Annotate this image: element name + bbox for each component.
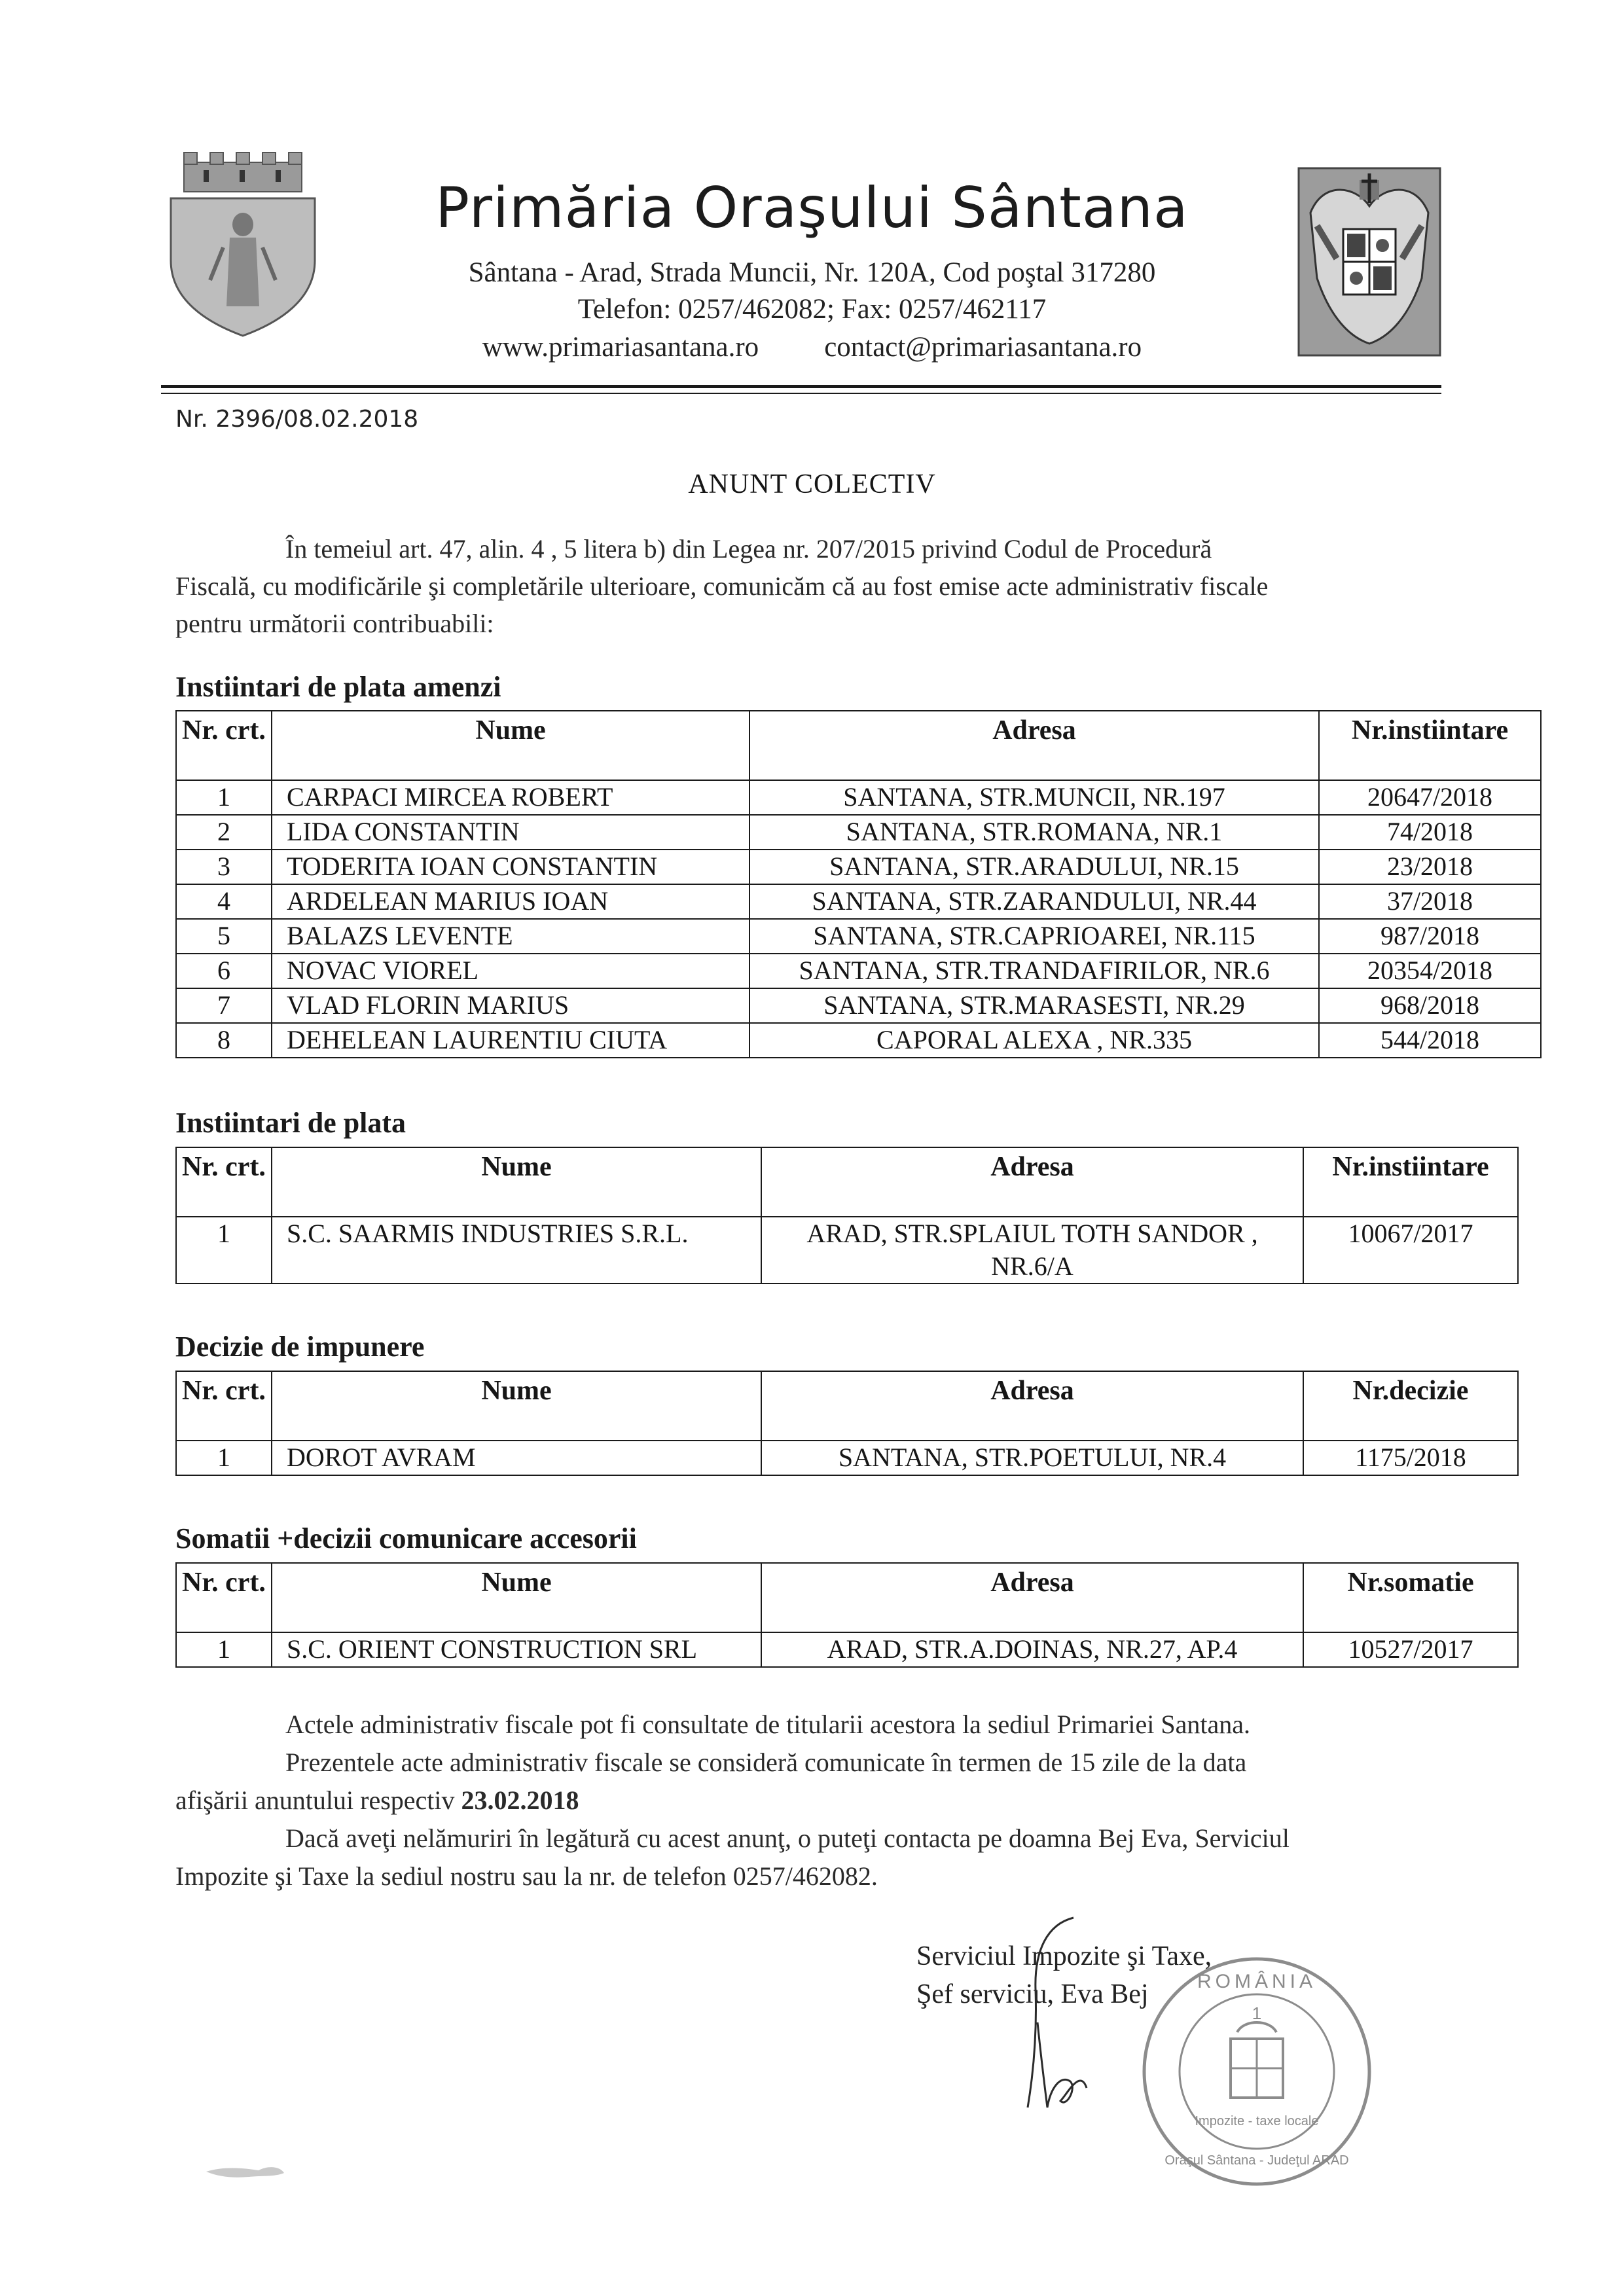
col-header-nr: Nr. crt. [176, 1371, 272, 1441]
stamp-number: 1 [1252, 2003, 1262, 2023]
document-title: ANUNT COLECTIV [688, 469, 936, 499]
table-row [176, 988, 1541, 1023]
tax-decision-table [175, 1371, 1519, 1476]
cell-nr: 2 [176, 815, 272, 850]
cell-nr: 7 [176, 988, 272, 1023]
cell-numar: 987/2018 [1319, 919, 1541, 954]
cell-numar: 37/2018 [1319, 884, 1541, 919]
intro-line-1: În temeiul art. 47, alin. 4 , 5 litera b) din Legea nr. 207/2015 privind Codul de Procedură [285, 534, 1212, 564]
cell-nume: NOVAC VIOREL [272, 954, 749, 988]
col-header-nume: Nume [272, 1147, 761, 1217]
header-email[interactable]: contact@primariasantana.ro [824, 332, 1142, 363]
table-row [176, 815, 1541, 850]
col-header-numar: Nr.somatie [1303, 1563, 1518, 1632]
col-header-numar: Nr.decizie [1303, 1371, 1518, 1441]
institution-title: Primăria Oraşului Sântana [435, 175, 1189, 241]
cell-adresa: ARAD, STR.SPLAIUL TOTH SANDOR , NR.6/A [761, 1217, 1303, 1283]
header-rule-thick [161, 385, 1441, 388]
table-row [176, 850, 1541, 884]
cell-numar: 10067/2017 [1303, 1217, 1518, 1283]
col-header-adresa: Adresa [761, 1371, 1303, 1441]
cell-numar: 1175/2018 [1303, 1441, 1518, 1475]
intro-paragraph [175, 530, 1399, 642]
table-row [176, 1632, 1518, 1667]
official-stamp-icon [1139, 1954, 1375, 2189]
section-title-tax-decision: Decizie de impunere [175, 1331, 425, 1363]
header-website[interactable]: www.primariasantana.ro [482, 332, 759, 363]
cell-nr: 1 [176, 1441, 272, 1475]
cell-nr: 5 [176, 919, 272, 954]
closing-paragraph-3b: Impozite şi Taxe la sediul nostru sau la nr. de telefon 0257/462082. [175, 1861, 878, 1891]
signature-department: Serviciul Impozite şi Taxe, [916, 1941, 1212, 1971]
cell-adresa: ARAD, STR.A.DOINAS, NR.27, AP.4 [761, 1632, 1303, 1667]
stamp-middle-text: Impozite - taxe locale [1195, 2114, 1319, 2128]
col-header-adresa: Adresa [749, 711, 1319, 780]
cell-nume: TODERITA IOAN CONSTANTIN [272, 850, 749, 884]
cell-adresa: SANTANA, STR.ZARANDULUI, NR.44 [749, 884, 1319, 919]
cell-adresa: SANTANA, STR.MARASESTI, NR.29 [749, 988, 1319, 1023]
closing-paragraph-2b-text: afişării anuntului respectiv [175, 1785, 461, 1815]
col-header-nr: Nr. crt. [176, 1147, 272, 1217]
payment-notices-table [175, 1147, 1519, 1284]
intro-line-2: Fiscală, cu modificările şi completările ulterioare, comunicăm că au fost emise acte administrativ fiscale [175, 571, 1269, 601]
national-coat-of-arms-icon [1297, 167, 1441, 357]
cell-nume: S.C. ORIENT CONSTRUCTION SRL [272, 1632, 761, 1667]
summons-table [175, 1562, 1519, 1668]
section-title-payment-notices: Instiintari de plata [175, 1107, 406, 1139]
cell-adresa: SANTANA, STR.CAPRIOAREI, NR.115 [749, 919, 1319, 954]
section-title-fine-notices: Instiintari de plata amenzi [175, 671, 501, 703]
cell-adresa: SANTANA, STR.ROMANA, NR.1 [749, 815, 1319, 850]
closing-paragraph-3a: Dacă aveţi nelămuriri în legătură cu acest anunţ, o puteţi contacta pe doamna Bej Eva, Serviciul [285, 1823, 1290, 1853]
registration-number: Nr. 2396/08.02.2018 [175, 406, 419, 433]
cell-adresa: CAPORAL ALEXA , NR.335 [749, 1023, 1319, 1058]
cell-nume: S.C. SAARMIS INDUSTRIES S.R.L. [272, 1217, 761, 1283]
closing-paragraph-2a: Prezentele acte administrativ fiscale se consideră comunicate în termen de 15 zile de la data [285, 1748, 1247, 1777]
table-row [176, 1441, 1518, 1475]
cell-nr: 6 [176, 954, 272, 988]
cell-nr: 4 [176, 884, 272, 919]
table-row [176, 1023, 1541, 1058]
cell-nume: LIDA CONSTANTIN [272, 815, 749, 850]
cell-numar: 10527/2017 [1303, 1632, 1518, 1667]
cell-nume: DOROT AVRAM [272, 1441, 761, 1475]
cell-nr: 3 [176, 850, 272, 884]
table-header-row [176, 711, 1541, 780]
scan-smudge [203, 2153, 288, 2186]
header-rule-thin [161, 393, 1441, 394]
table-row [176, 780, 1541, 815]
table-row [176, 954, 1541, 988]
intro-line-3: pentru următorii contribuabili: [175, 609, 494, 638]
col-header-numar: Nr.instiintare [1303, 1147, 1518, 1217]
closing-text [175, 1706, 1406, 1895]
cell-numar: 74/2018 [1319, 815, 1541, 850]
cell-nume: ARDELEAN MARIUS IOAN [272, 884, 749, 919]
cell-numar: 20647/2018 [1319, 780, 1541, 815]
table-row [176, 1217, 1518, 1283]
col-header-nr: Nr. crt. [176, 1563, 272, 1632]
cell-adresa: SANTANA, STR.POETULUI, NR.4 [761, 1441, 1303, 1475]
fine-notices-table [175, 710, 1542, 1058]
cell-adresa: SANTANA, STR.MUNCII, NR.197 [749, 780, 1319, 815]
signature-role: Şef serviciu, Eva Bej [916, 1979, 1149, 2009]
table-header-row [176, 1147, 1518, 1217]
col-header-adresa: Adresa [761, 1563, 1303, 1632]
cell-nr: 1 [176, 780, 272, 815]
cell-numar: 968/2018 [1319, 988, 1541, 1023]
cell-adresa: SANTANA, STR.TRANDAFIRILOR, NR.6 [749, 954, 1319, 988]
col-header-adresa: Adresa [761, 1147, 1303, 1217]
cell-nume: VLAD FLORIN MARIUS [272, 988, 749, 1023]
col-header-nr: Nr. crt. [176, 711, 272, 780]
col-header-nume: Nume [272, 1371, 761, 1441]
cell-nr: 1 [176, 1632, 272, 1667]
header-address: Sântana - Arad, Strada Muncii, Nr. 120A, Cod poştal 317280 [468, 257, 1156, 288]
closing-paragraph-1: Actele administrativ fiscale pot fi consultate de titularii acestora la sediul Primariei Santana. [285, 1710, 1250, 1739]
handwritten-signature-icon [988, 1911, 1119, 2140]
table-header-row [176, 1371, 1518, 1441]
col-header-nume: Nume [272, 711, 749, 780]
cell-nume: BALAZS LEVENTE [272, 919, 749, 954]
cell-numar: 20354/2018 [1319, 954, 1541, 988]
closing-paragraph-2b [175, 1782, 1406, 1820]
publication-date: 23.02.2018 [461, 1785, 579, 1815]
table-header-row [176, 1563, 1518, 1632]
col-header-nume: Nume [272, 1563, 761, 1632]
cell-nr: 1 [176, 1217, 272, 1283]
section-title-summons: Somatii +decizii comunicare accesorii [175, 1522, 637, 1554]
cell-numar: 23/2018 [1319, 850, 1541, 884]
cell-nr: 8 [176, 1023, 272, 1058]
cell-adresa: SANTANA, STR.ARADULUI, NR.15 [749, 850, 1319, 884]
table-row [176, 919, 1541, 954]
header-phone: Telefon: 0257/462082; Fax: 0257/462117 [577, 294, 1047, 325]
cell-nume: DEHELEAN LAURENTIU CIUTA [272, 1023, 749, 1058]
stamp-top-text: ROMÂNIA [1197, 1971, 1317, 1992]
col-header-numar: Nr.instiintare [1319, 711, 1541, 780]
cell-numar: 544/2018 [1319, 1023, 1541, 1058]
table-row [176, 884, 1541, 919]
cell-nume: CARPACI MIRCEA ROBERT [272, 780, 749, 815]
stamp-bottom-text: Oraşul Sântana - Judeţul ARAD [1164, 2153, 1349, 2168]
